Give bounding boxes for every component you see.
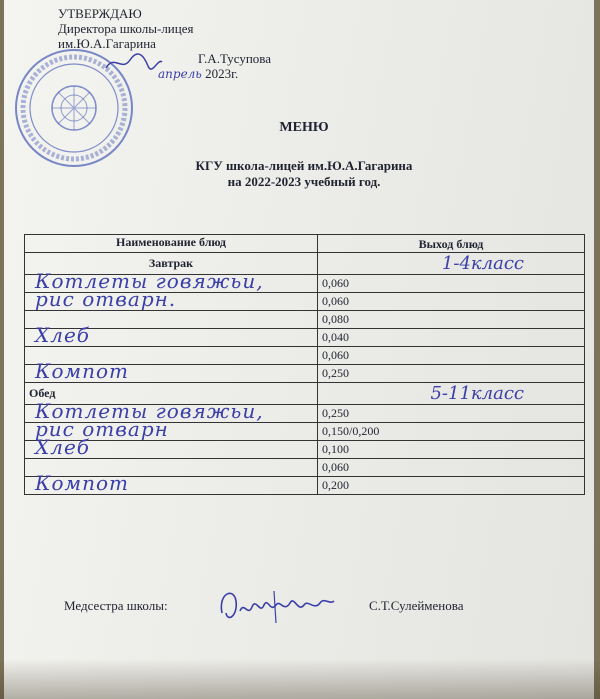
breakfast-output-value: 0,040 xyxy=(318,329,585,347)
lunch-dish-name: Компот xyxy=(35,471,129,495)
table-row xyxy=(25,293,585,311)
lunch-output-value: 0,200 xyxy=(318,477,585,495)
lunch-class: 5-11класс xyxy=(318,383,585,405)
lunch-output-value: 0,150/0,200 xyxy=(318,423,585,441)
breakfast-dish-cell xyxy=(25,359,318,383)
menu-subtitle-school: КГУ школа-лицей им.Ю.А.Гагарина xyxy=(195,158,413,173)
table-header-row xyxy=(25,235,585,253)
menu-subtitle-year: на 2022-2023 учебный год. xyxy=(227,174,381,189)
director-name: Г.А.Тусупова xyxy=(198,51,272,66)
table-row xyxy=(25,329,585,347)
lunch-dish-name: Хлеб xyxy=(35,435,91,459)
nurse-name: С.Т.Сулейменова xyxy=(369,598,464,613)
approval-date xyxy=(58,66,271,82)
table-row xyxy=(25,477,585,495)
school-name: им.Ю.А.Гагарина xyxy=(58,36,156,51)
breakfast-dish-name: Хлеб xyxy=(35,323,91,347)
breakfast-dish-name: рис отварн. xyxy=(35,287,177,311)
breakfast-output-value: 0,060 xyxy=(318,275,585,293)
lunch-label: Обед xyxy=(25,383,318,405)
breakfast-dish-name: Котлеты говяжьи, xyxy=(35,269,264,293)
lunch-output-value: 0,100 xyxy=(318,441,585,459)
table-row xyxy=(25,365,585,383)
nurse-label: Медсестра школы: xyxy=(64,598,168,613)
breakfast-dish-name: Компот xyxy=(35,359,129,383)
breakfast-output-value: 0,060 xyxy=(318,293,585,311)
lunch-output-value: 0,250 xyxy=(318,405,585,423)
breakfast-output-value: 0,080 xyxy=(318,311,585,329)
table-row xyxy=(25,423,585,441)
lunch-dish-cell xyxy=(25,471,318,495)
approval-year: 2023г. xyxy=(205,66,239,81)
header-dish-name: Наименование блюд xyxy=(25,235,318,253)
page-shadow xyxy=(0,659,600,699)
breakfast-dish-cell xyxy=(25,323,318,347)
breakfast-class: 1-4класс xyxy=(318,253,585,275)
table-row xyxy=(25,441,585,459)
menu-table xyxy=(24,234,585,495)
table-row xyxy=(25,311,585,329)
lunch-dish-name: рис отварн xyxy=(35,417,169,441)
header-output: Выход блюд xyxy=(318,235,585,253)
director-title: Директора школы-лицея xyxy=(58,21,194,36)
date-handwritten: апрель xyxy=(158,67,202,81)
menu-document xyxy=(4,0,594,699)
breakfast-label: Завтрак xyxy=(25,253,318,275)
lunch-dish-cell xyxy=(25,435,318,459)
approval-block xyxy=(58,6,271,82)
director-signature xyxy=(104,52,164,74)
breakfast-dish-cell xyxy=(25,287,318,311)
approve-heading: УТВЕРЖДАЮ xyxy=(58,6,142,21)
nurse-signature xyxy=(214,583,339,631)
menu-title: МЕНЮ xyxy=(279,120,329,135)
breakfast-output-value: 0,060 xyxy=(318,347,585,365)
lunch-output-value: 0,060 xyxy=(318,459,585,477)
breakfast-output-value: 0,250 xyxy=(318,365,585,383)
lunch-dish-name: Котлеты говяжьи, xyxy=(35,399,264,423)
